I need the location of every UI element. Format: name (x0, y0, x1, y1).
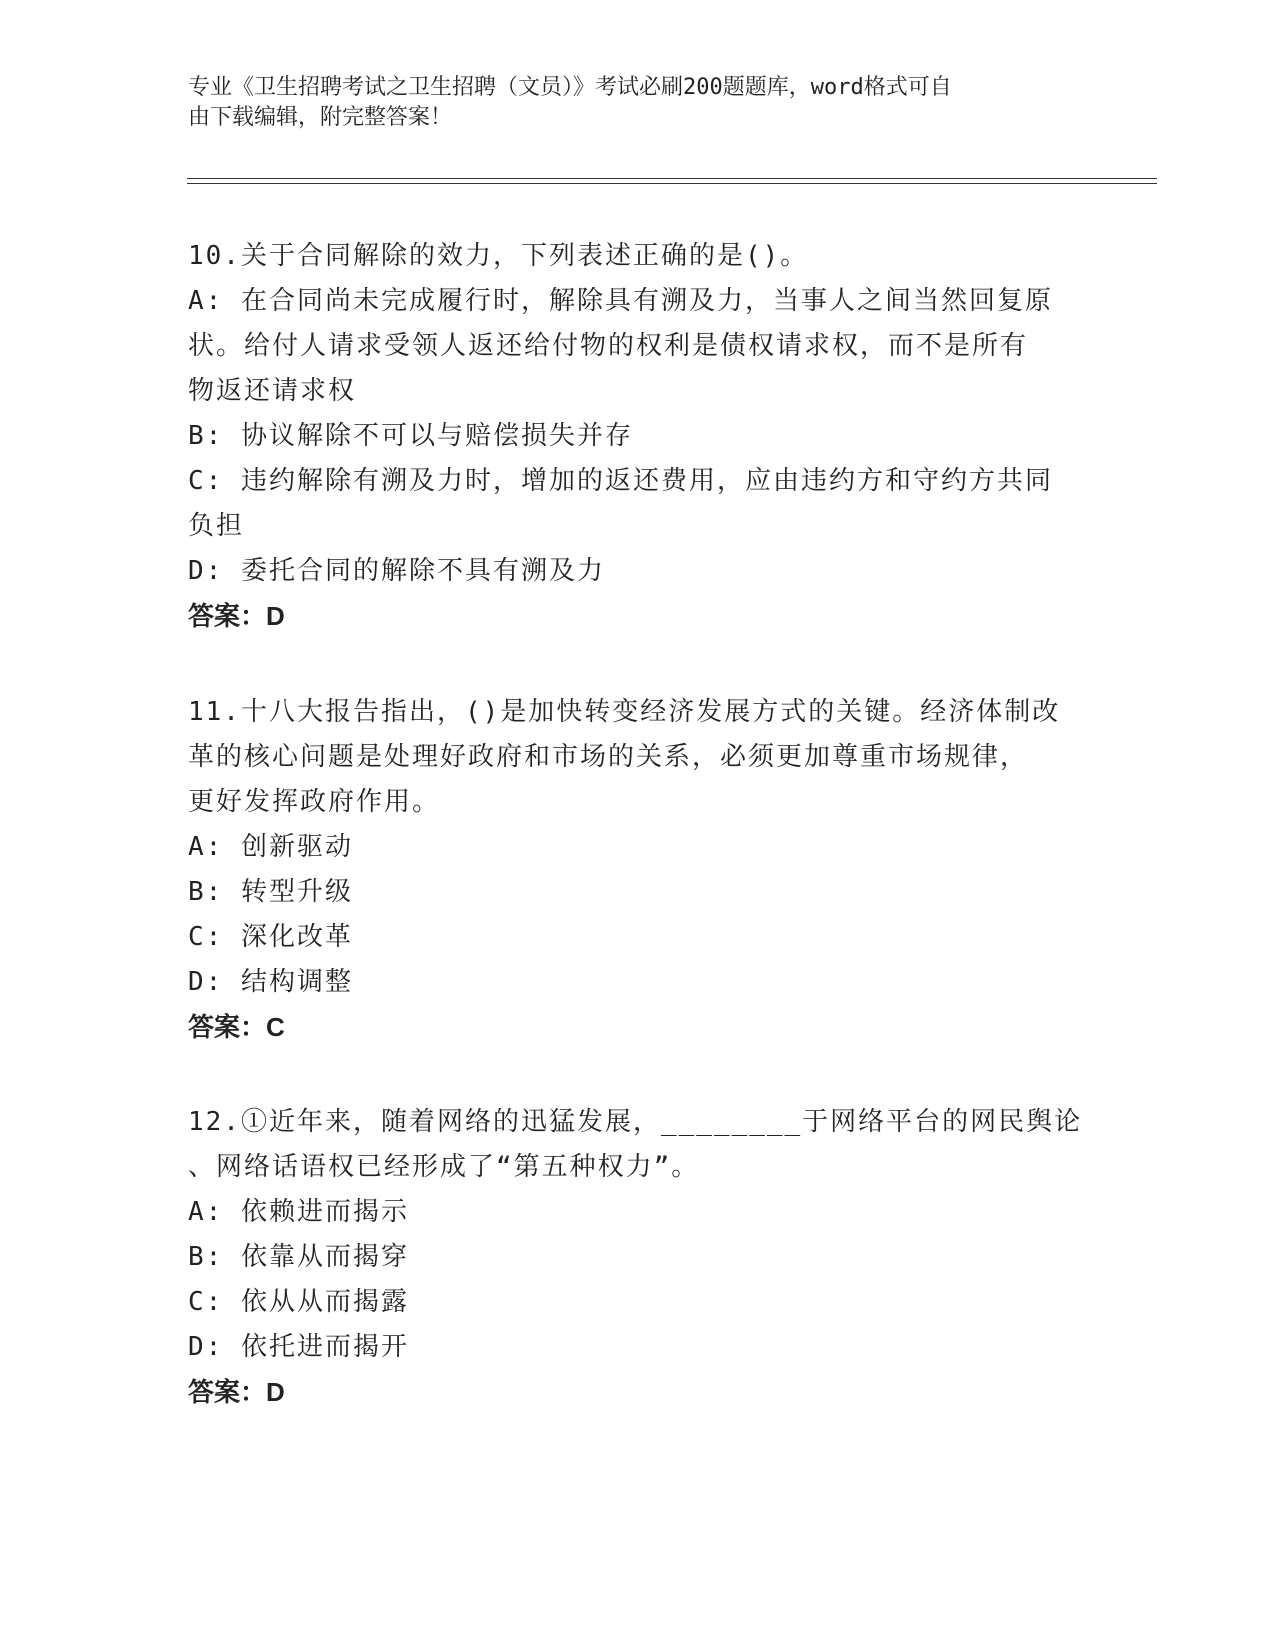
option-d: D: 委托合同的解除不具有溯及力 (188, 556, 605, 586)
option-a-continued: 状。给付人请求受领人返还给付物的权利是债权请求权，而不是所有 (188, 331, 1029, 361)
question-stem: 11.十八大报告指出，()是加快转变经济发展方式的关键。经济体制改 (188, 697, 1061, 727)
option-a-continued: 物返还请求权 (188, 376, 357, 406)
option-c: C: 依从从而揭露 (188, 1287, 409, 1317)
question-block (188, 690, 1088, 1050)
answer-label: 答案：D (188, 1377, 285, 1407)
answer-label: 答案：D (188, 601, 285, 631)
question-stem: 10.关于合同解除的效力，下列表述正确的是()。 (188, 241, 809, 271)
question-stem: 12.①近年来，随着网络的迅猛发展，________于网络平台的网民舆论 (188, 1107, 1083, 1137)
question-stem-continued: 更好发挥政府作用。 (188, 787, 441, 817)
header-divider (187, 178, 1157, 179)
option-a: A: 创新驱动 (188, 832, 353, 862)
option-b: B: 转型升级 (188, 877, 353, 907)
option-d: D: 结构调整 (188, 967, 353, 997)
document-header (188, 73, 1068, 133)
option-a: A: 依赖进而揭示 (188, 1197, 409, 1227)
option-b: B: 协议解除不可以与赔偿损失并存 (188, 421, 633, 451)
option-d: D: 依托进而揭开 (188, 1332, 409, 1362)
option-a: A: 在合同尚未完成履行时，解除具有溯及力，当事人之间当然回复原 (188, 286, 1053, 316)
answer-label: 答案：C (188, 1012, 285, 1042)
question-block (188, 234, 1088, 639)
header-line: 专业《卫生招聘考试之卫生招聘（文员）》考试必刷200题题库，word格式可自 (188, 75, 952, 100)
question-stem-continued: 、网络话语权已经形成了“第五种权力”。 (188, 1152, 700, 1182)
header-divider (187, 183, 1157, 184)
option-c: C: 违约解除有溯及力时，增加的返还费用，应由违约方和守约方共同 (188, 466, 1053, 496)
question-stem-continued: 革的核心问题是处理好政府和市场的关系，必须更加尊重市场规律， (188, 742, 1029, 772)
option-b: B: 依靠从而揭穿 (188, 1242, 409, 1272)
question-block (188, 1100, 1088, 1415)
option-c-continued: 负担 (188, 511, 245, 541)
option-c: C: 深化改革 (188, 922, 353, 952)
header-line: 由下载编辑，附完整答案！ (188, 105, 453, 130)
